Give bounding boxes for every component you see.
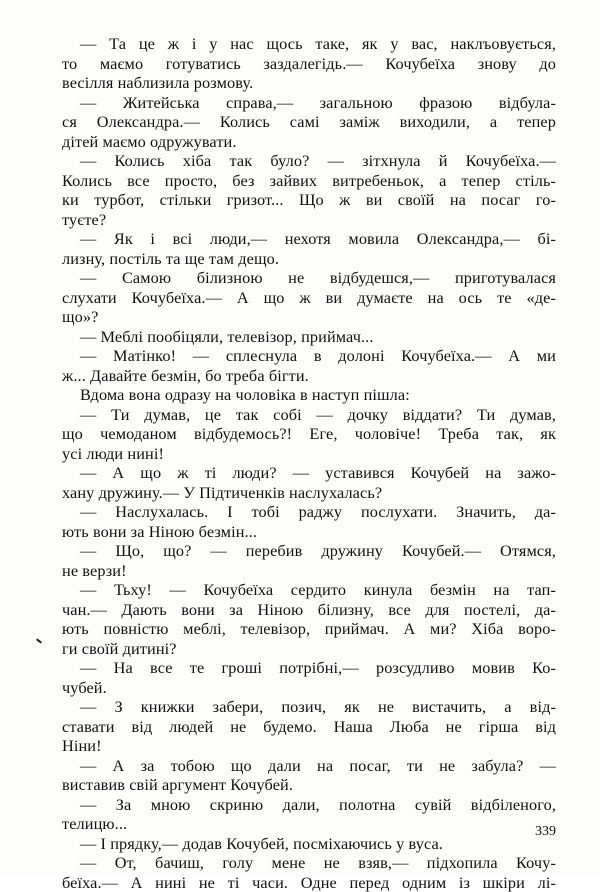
text-line: — За мною скриню дали, полотна сувій відбіленого, xyxy=(62,795,556,815)
text-line: виставив свій аргумент Кочубей. xyxy=(62,775,556,795)
text-line: — Та це ж і у нас щось таке, як у вас, наклъовується, xyxy=(62,34,556,54)
text-line: дітей маємо одружувати. xyxy=(62,132,556,152)
text-line: Ніни! xyxy=(62,736,556,756)
text-line: весілля наблизила розмову. xyxy=(62,73,556,93)
text-line: — Наслухалась. І тобі раджу послухати. Значить, да- xyxy=(62,502,556,522)
text-line: що чемоданом відбудемось?! Еге, чоловіче! Треба так, як xyxy=(62,424,556,444)
text-line: чубей. xyxy=(62,678,556,698)
text-line: ставати від людей не будемо. Наша Люба не гірша від xyxy=(62,717,556,737)
text-line: — Меблі пообіцяли, телевізор, приймач... xyxy=(62,327,556,347)
text-line: Колись все просто, без зайвих витребеньок, а тепер стіль- xyxy=(62,171,556,191)
text-line: що»? xyxy=(62,307,556,327)
body-text xyxy=(62,34,556,892)
text-line: — От, бачиш, голу мене не взяв,— підхопила Кочу- xyxy=(62,853,556,873)
text-line: слухати Кочубеїха.— А що ж ви думаєте на ось те «де- xyxy=(62,288,556,308)
text-line: телицю... xyxy=(62,814,556,834)
page-number: 339 xyxy=(535,824,556,840)
text-line: — І прядку,— додав Кочубей, посміхаючись у вуса. xyxy=(62,834,556,854)
text-line: — Самою білизною не відбудешся,— приготувалася xyxy=(62,268,556,288)
text-line: — Тьху! — Кочубеїха сердито кинула безмін на тап- xyxy=(62,580,556,600)
text-line: — З книжки забери, позич, як не вистачить, а від- xyxy=(62,697,556,717)
text-line: не верзи! xyxy=(62,561,556,581)
text-line: — Колись хіба так було? — зітхнула й Кочубеїха.— xyxy=(62,151,556,171)
text-line: лизну, постіль та ще там дещо. xyxy=(62,249,556,269)
text-line: — А що ж ті люди? — уставився Кочубей на зажо- xyxy=(62,463,556,483)
text-line: ють повністю меблі, телевізор, приймач. А ми? Хіба воро- xyxy=(62,619,556,639)
text-line: чан.— Дають вони за Ніною білизну, все для постелі, да- xyxy=(62,600,556,620)
text-line: ги своїй дитині? xyxy=(62,639,556,659)
text-line: ють вони за Ніною безмін... xyxy=(62,522,556,542)
text-line: беїха.— А нині не ті часи. Одне перед одним із шкіри лі- xyxy=(62,873,556,892)
text-line: Вдома вона одразу на чоловіка в наступ пішла: xyxy=(62,385,556,405)
text-line: туєте? xyxy=(62,210,556,230)
text-line: — А за тобою що дали на посаг, ти не забула? — xyxy=(62,756,556,776)
text-line: — Що, що? — перебив дружину Кочубей.— Отямся, xyxy=(62,541,556,561)
stray-ink-mark xyxy=(36,638,42,643)
text-line: — Матінко! — сплеснула в долоні Кочубеїха.— А ми xyxy=(62,346,556,366)
text-line: — Житейська справа,— загальною фразою відбула- xyxy=(62,93,556,113)
text-line: — На все те гроші потрібні,— розсудливо мовив Ко- xyxy=(62,658,556,678)
text-line: ки турбот, стільки гризот... Що ж ви своїй на посаг го- xyxy=(62,190,556,210)
text-line: ж... Давайте безмін, бо треба бігти. xyxy=(62,366,556,386)
text-line: — Як і всі люди,— нехотя мовила Олександра,— бі- xyxy=(62,229,556,249)
text-line: то маємо готуватись заздалегідь.— Кочубеїха знову до xyxy=(62,54,556,74)
text-line: ся Олександра.— Колись самі заміж виходили, а тепер xyxy=(62,112,556,132)
text-line: — Ти думав, це так собі — дочку віддати? Ти думав, xyxy=(62,405,556,425)
text-line: хану дружину.— У Підтиченків наслухалась? xyxy=(62,483,556,503)
text-line: усі люди нині! xyxy=(62,444,556,464)
